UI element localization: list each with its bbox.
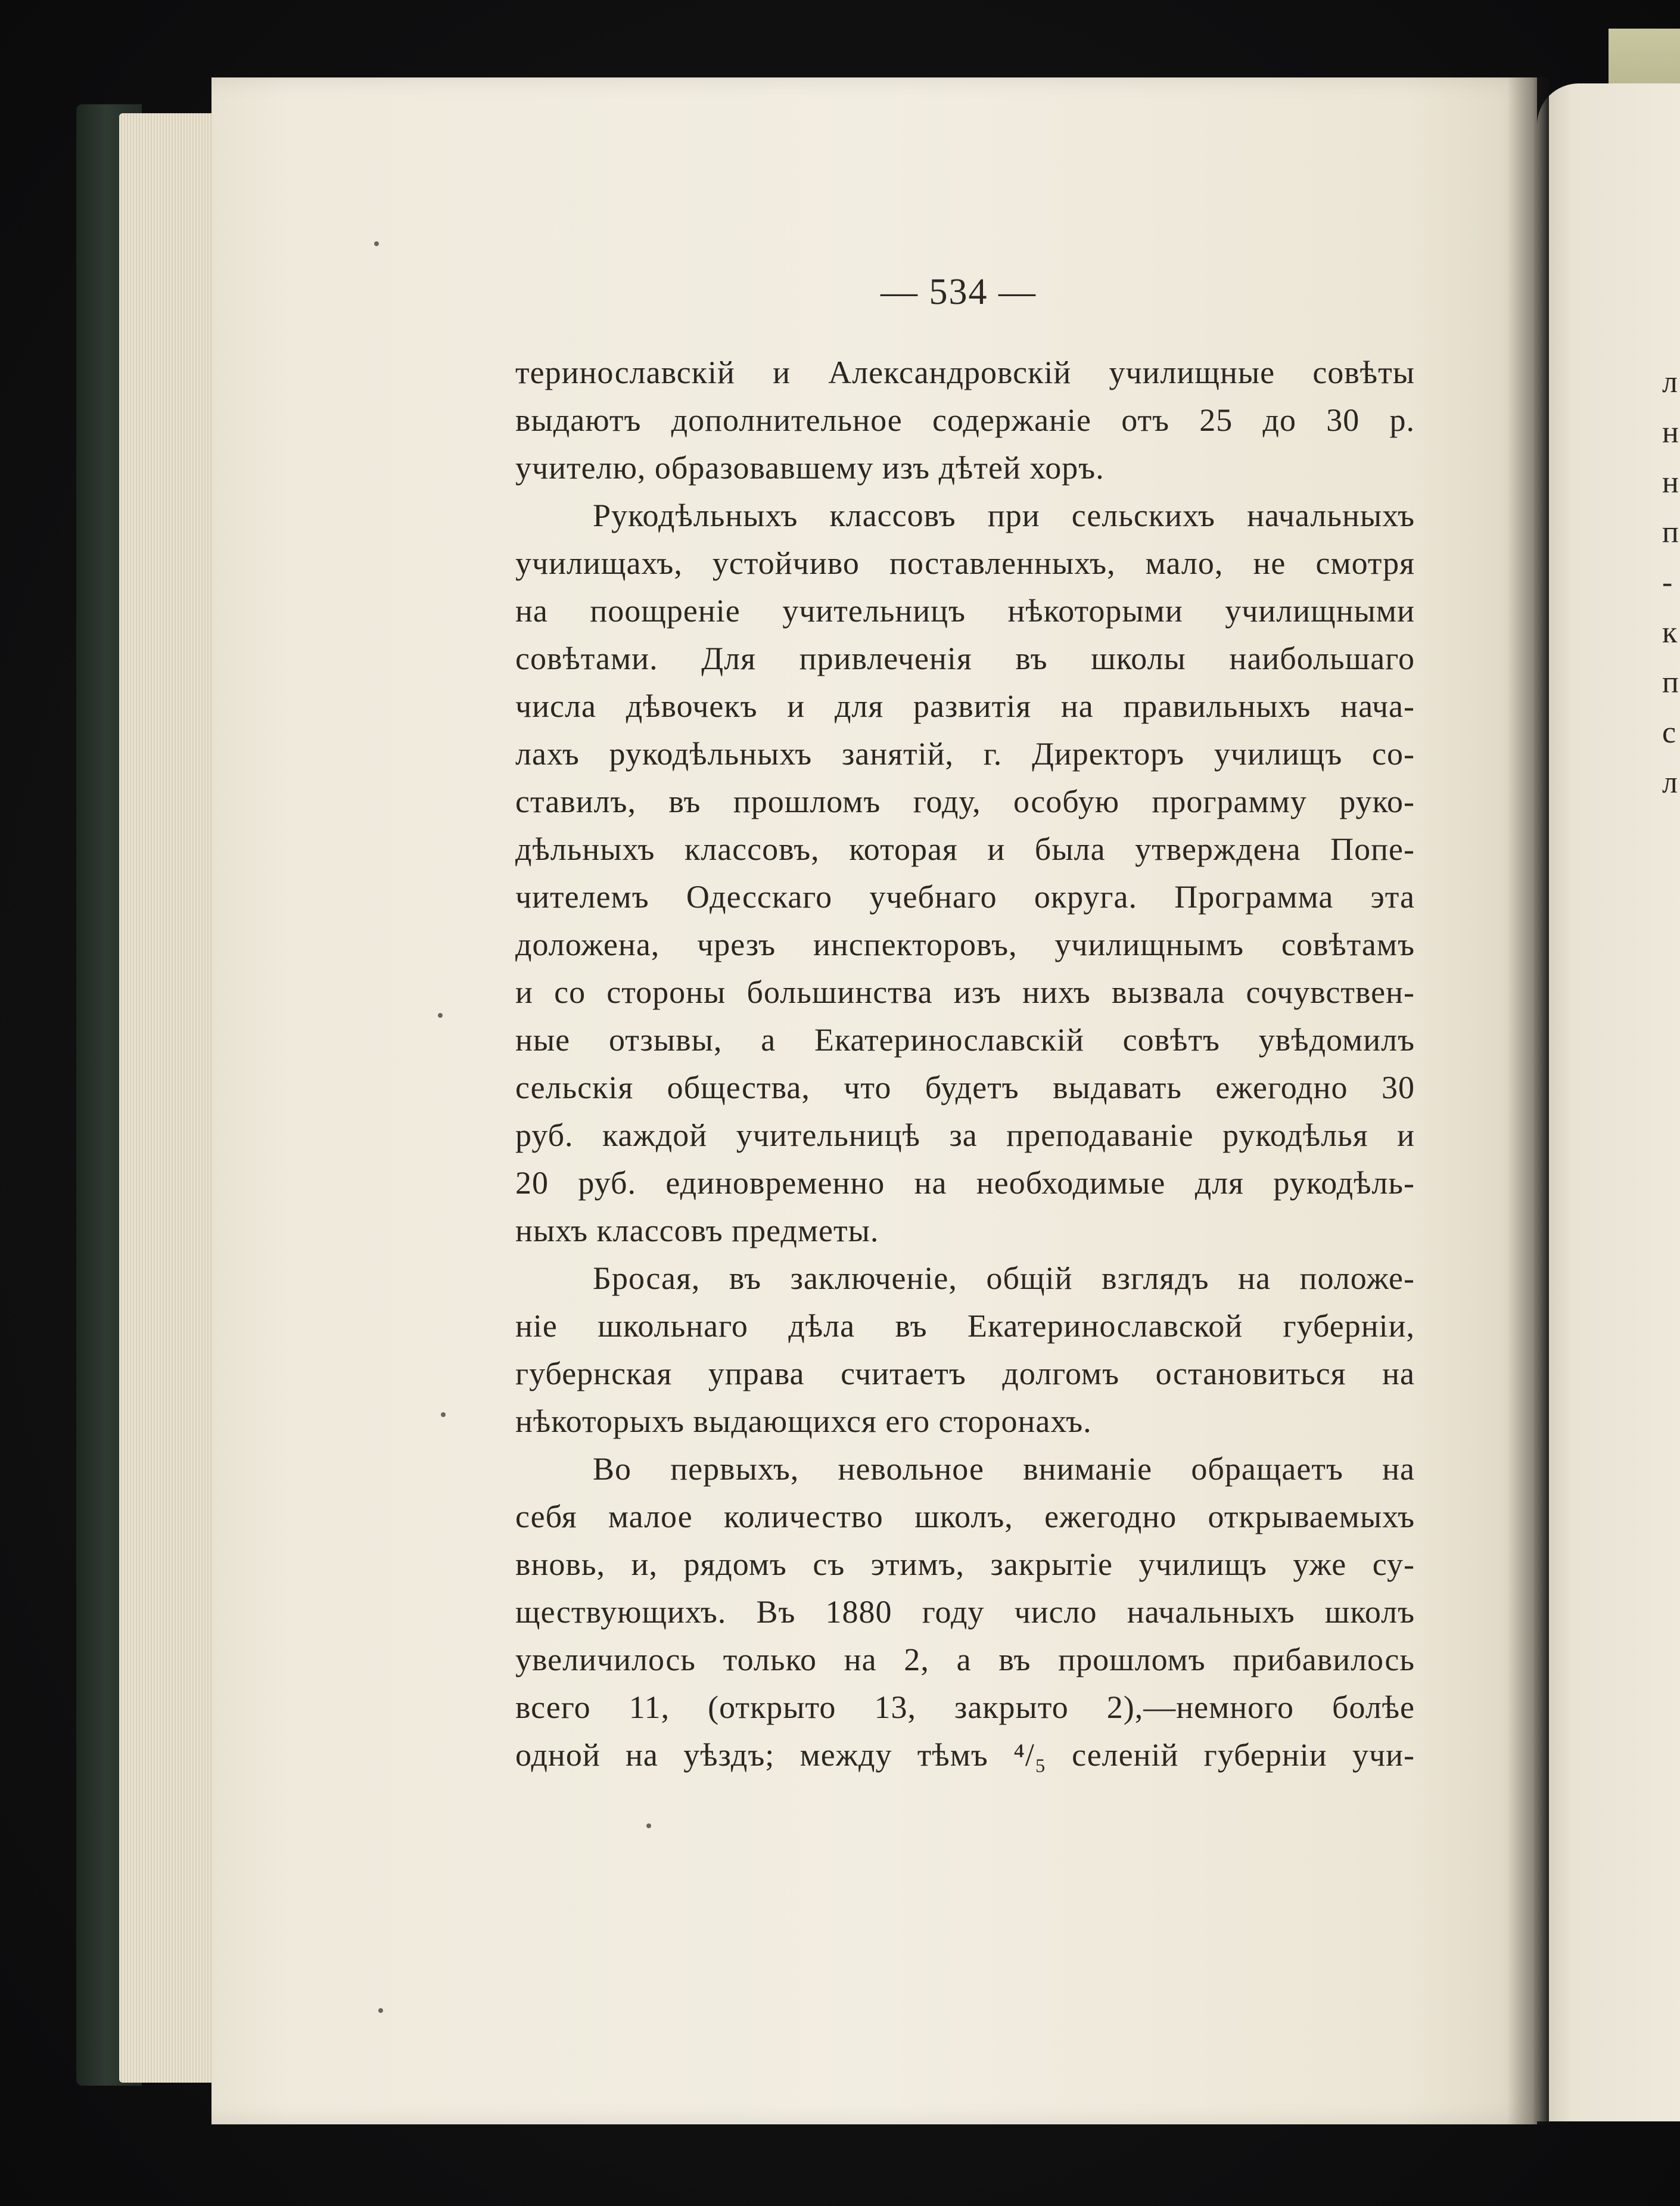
text-line: учителю, образовавшему изъ дѣтей хоръ.	[515, 450, 1105, 486]
text-line: ныхъ классовъ предметы.	[515, 1213, 879, 1248]
text-line: ставилъ, въ прошломъ году, особую программу руко-	[515, 784, 1415, 819]
text-line: числа дѣвочекъ и для развитія на правильныхъ нача-	[515, 688, 1415, 724]
facing-page	[1537, 83, 1680, 2121]
text-line: нѣкоторыхъ выдающихся его сторонахъ.	[515, 1403, 1092, 1439]
page-number: — 534 —	[881, 272, 1037, 312]
text-line: сельскія общества, что будетъ выдавать ежегодно 30	[515, 1070, 1415, 1105]
text-line: губернская управа считаетъ долгомъ остановиться на	[515, 1356, 1415, 1391]
paper-speck	[374, 241, 379, 246]
text-line: ніе школьнаго дѣла въ Екатеринославской губерніи,	[515, 1308, 1415, 1344]
text-line: чителемъ Одесскаго учебнаго округа. Программа эта	[515, 879, 1415, 915]
text-line: ществующихъ. Въ 1880 году число начальныхъ школъ	[515, 1594, 1415, 1630]
page-text	[515, 349, 1415, 1779]
facing-page-letter: л	[1662, 766, 1678, 800]
text-line: увеличилось только на 2, а въ прошломъ прибавилось	[515, 1642, 1415, 1677]
text-line: и со стороны большинства изъ нихъ вызвала сочувствен-	[515, 974, 1415, 1010]
text-line: доложена, чрезъ инспекторовъ, училищнымъ совѣтамъ	[515, 927, 1415, 962]
text-line: себя малое количество школъ, ежегодно открываемыхъ	[515, 1499, 1415, 1534]
paper-speck	[438, 1013, 443, 1018]
text-line: теринославскій и Александровскій училищные совѣты	[515, 355, 1415, 390]
text-line: вновь, и, рядомъ съ этимъ, закрытіе училищъ уже су-	[515, 1546, 1415, 1582]
text-line: Во первыхъ, невольное вниманіе обращаетъ на	[593, 1451, 1415, 1487]
facing-page-letter: с	[1662, 716, 1676, 750]
paper-speck	[646, 1823, 651, 1828]
text-line: всего 11, (открыто 13, закрыто 2),—немного болѣе	[515, 1689, 1415, 1725]
text-line: на поощреніе учительницъ нѣкоторыми училищными	[515, 593, 1415, 629]
facing-page-letter: п	[1662, 515, 1679, 549]
text-line: совѣтами. Для привлеченія въ школы наибольшаго	[515, 641, 1415, 676]
text-line: дѣльныхъ классовъ, которая и была утверждена Попе-	[515, 831, 1415, 867]
text-line: одной на уѣздъ; между тѣмъ ⁴/₅ селеній губерніи учи-	[515, 1737, 1415, 1773]
text-line: руб. каждой учительницѣ за преподаваніе рукодѣлья и	[515, 1117, 1415, 1153]
text-line: ные отзывы, а Екатеринославскій совѣтъ увѣдомилъ	[515, 1022, 1415, 1058]
facing-page-letter: к	[1662, 616, 1678, 650]
paper-speck	[378, 2008, 383, 2013]
facing-page-letter: п	[1662, 666, 1679, 700]
paper-speck	[441, 1412, 446, 1417]
text-line: Рукодѣльныхъ классовъ при сельскихъ начальныхъ	[593, 498, 1415, 533]
page-edges	[119, 113, 220, 2083]
text-line: училищахъ, устойчиво поставленныхъ, мало, не смотря	[515, 545, 1415, 581]
text-line: 20 руб. единовременно на необходимые для рукодѣль-	[515, 1165, 1415, 1201]
text-line: лахъ рукодѣльныхъ занятій, г. Директоръ училищъ со-	[515, 736, 1415, 772]
facing-page-letter: -	[1662, 566, 1673, 599]
text-line: Бросая, въ заключеніе, общій взглядъ на положе-	[593, 1260, 1415, 1296]
facing-page-letter: н	[1662, 465, 1679, 499]
facing-page-letter: н	[1662, 415, 1679, 449]
book-gutter	[1507, 77, 1549, 2124]
facing-page-letter: л	[1662, 365, 1678, 399]
text-line: выдаютъ дополнительное содержаніе отъ 25 до 30 р.	[515, 402, 1415, 438]
facing-page-text	[1662, 358, 1680, 808]
